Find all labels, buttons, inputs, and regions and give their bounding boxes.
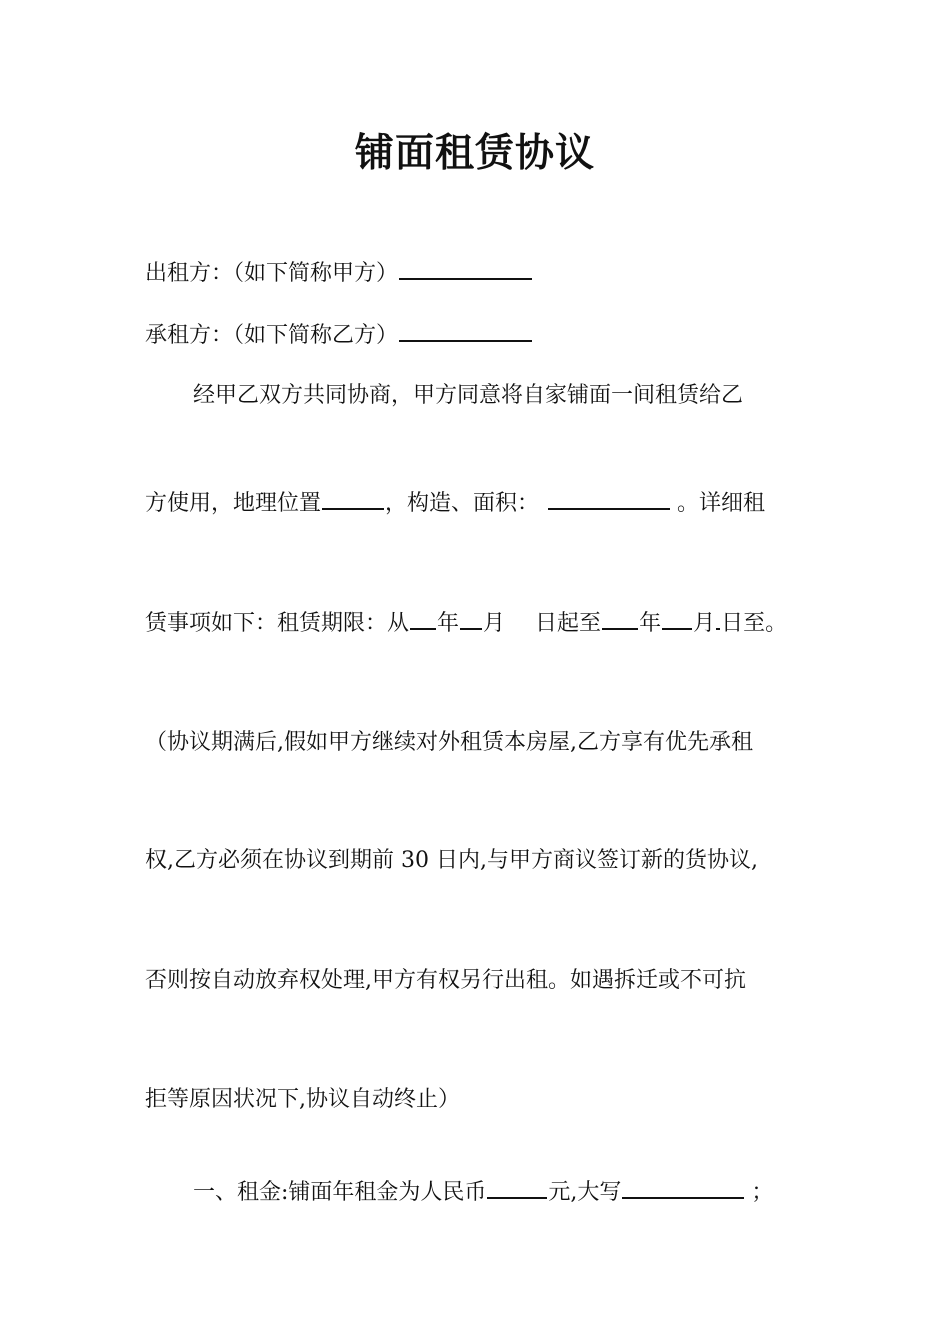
- location-blank[interactable]: [322, 486, 384, 510]
- paragraph-text: 月: [693, 611, 716, 636]
- rent-clause-text: ；: [751, 1180, 774, 1205]
- paragraph-line-1: [193, 380, 743, 412]
- paragraph-text: （协议期满后,假如甲方继续对外租赁本房屋,乙方享有优先承租: [145, 730, 753, 755]
- start-year-blank[interactable]: [410, 606, 436, 630]
- paragraph-line-2: [145, 486, 765, 520]
- paragraph-text: 否则按自动放弃权处理,甲方有权另行出租。如遇拆迁或不可抗: [145, 968, 746, 993]
- paragraph-text: 年: [639, 611, 662, 636]
- end-month-blank[interactable]: [662, 606, 692, 630]
- paragraph-line-7: [145, 1084, 460, 1116]
- paragraph-line-6: [145, 965, 746, 997]
- area-blank[interactable]: [548, 486, 670, 510]
- rent-amount-blank[interactable]: [487, 1175, 547, 1199]
- rent-amount-words-blank[interactable]: [622, 1175, 744, 1199]
- lessee-label: 承租方：（如下简称乙方）: [145, 323, 399, 348]
- rent-clause-text: 元,大写: [548, 1180, 622, 1205]
- lessor-name-blank[interactable]: [399, 256, 532, 280]
- rent-clause-text: 一、租金:铺面年租金为人民币: [193, 1180, 487, 1205]
- paragraph-text: 月: [483, 611, 506, 636]
- paragraph-text: 赁事项如下：租赁期限：从: [145, 611, 410, 636]
- paragraph-line-3: [145, 606, 787, 640]
- paragraph-text: 年: [437, 611, 460, 636]
- lessee-name-blank[interactable]: [399, 318, 532, 342]
- paragraph-line-5: [145, 845, 758, 877]
- paragraph-text: 。详细租: [677, 491, 766, 516]
- document-title: 铺面租赁协议: [354, 131, 595, 176]
- start-month-blank[interactable]: [460, 606, 482, 630]
- rent-clause-line: [193, 1175, 773, 1209]
- paragraph-text: 权,乙方必须在协议到期前 30 日内,与甲方商议签订新的货协议,: [145, 848, 758, 873]
- paragraph-text: 方使用，地理位置: [145, 491, 322, 516]
- lessor-line: [145, 256, 533, 290]
- lessor-label: 出租方：（如下简称甲方）: [145, 261, 399, 286]
- end-year-blank[interactable]: [602, 606, 638, 630]
- paragraph-text: 经甲乙双方共同协商，甲方同意将自家铺面一间租赁给乙: [193, 383, 744, 408]
- paragraph-text: 日起至: [535, 611, 602, 636]
- paragraph-line-4: [145, 727, 753, 759]
- paragraph-text: 日至。: [721, 611, 788, 636]
- paragraph-text: ，构造、面积：: [385, 491, 540, 516]
- lessee-line: [145, 318, 533, 352]
- paragraph-text: 拒等原因状况下,协议自动终止）: [145, 1087, 460, 1112]
- end-day-blank[interactable]: [716, 606, 720, 630]
